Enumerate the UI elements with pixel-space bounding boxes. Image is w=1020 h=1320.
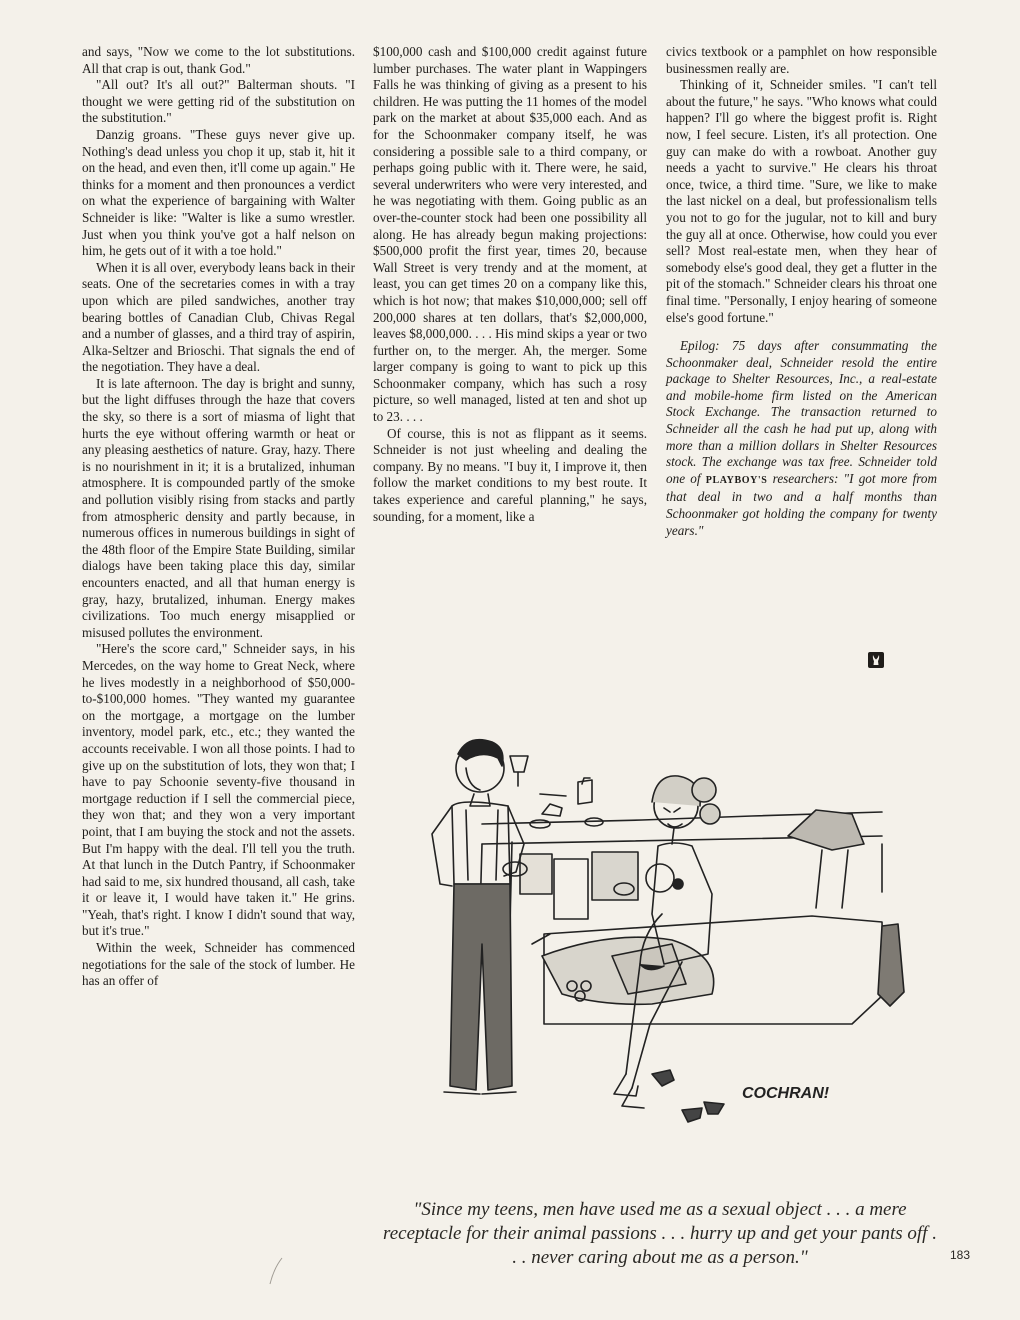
paragraph: Of course, this is not as flippant as it seems. Schneider is not just wheeling and dealing the company. By no means. "I buy it, I improve it, then follow the market conditions to my best route. It takes experience and careful planning," he says, sounding, for a moment, like a bbox=[373, 425, 647, 524]
paragraph: civics textbook or a pamphlet on how responsible businessmen really are. bbox=[666, 44, 937, 76]
pencil-stroke-mark bbox=[262, 1256, 292, 1286]
epilog-paragraph bbox=[666, 338, 937, 539]
paragraph: $100,000 cash and $100,000 credit against future lumber purchases. The water plant in Wappingers Falls he was thinking of giving as a present to his children. He was putting the 11 homes of the model park on the market at about $35,000 each. And as for the Schoonmaker company itself, he was considering a possible sale to a third company, or perhaps going public with it. There were, he said, several underwriters who were very interested, and he was negotiating with them. Going public as an over-the-counter stock had been one possibility all along. He has already begun making projections: $500,000 profit the first year, times 20, because Wall Street is very trendy and at the moment, at least, you can get times 20 on a company like this, which is hot now; that makes $10,000,000; sell off 200,000 shares at ten dollars, that's $2,000,000, leaves $8,000,000. . . . His mind skips a year or two further on, to the merger. Ah, the merger. Some larger company is going to want to pick up this Schoonmaker company, which has such a rosy picture, so well managed, listed at ten and shot up to 23. . . . bbox=[373, 44, 647, 425]
playboy-brand-text: PLAYBOY'S bbox=[705, 474, 768, 486]
article-column-2 bbox=[373, 44, 647, 525]
epilog-text-a: Epilog: 75 days after consummating the Schoonmaker deal, Schneider resold the entire package to Shelter Resources, Inc., a real-estate and mobile-home firm listed on the American Stock Exchange. The transaction returned to Schneider all the cash he had put up, along with more than a million dollars in Shelter Resources stock. The exchange was tax free. Schneider told one of bbox=[666, 338, 937, 486]
epilog-text-b: researchers: "I got more from that deal in two and a half months than Schoonmaker got holding the company for twenty years." bbox=[666, 470, 938, 538]
article-column-3 bbox=[666, 44, 937, 539]
paragraph: Danzig groans. "These guys never give up. Nothing's dead unless you chop it up, stab it, hit it on the head, and even then, it'll come up again." He thinks for a moment and then pronounces a verdict on what the experience of bargaining with Walter Schneider is like: "Walter is like a sumo wrestler. Just when you think you've got a half nelson on him, he gets out of it with a toe hold." bbox=[82, 126, 355, 259]
article-column-1 bbox=[82, 44, 355, 990]
paragraph: "Here's the score card," Schneider says, in his Mercedes, on the way home to Great Neck, where he lives modestly in a neighborhood of $50,000-to-$100,000 homes. "They wanted my guarantee on the mortgage, a mortgage on the lumber inventory, model park, etc., etc.; they wanted the accounts receivable. I won all those points. I had to give up on the substitution of lots, they won that; I have to pay Schoonie seventy-five thousand in mortgage reduction if I sell the commercial piece, they won that; and they won a very important point, that I am buying the stock and not the assets. But I'm happy with the deal. I'll tell you the truth. At that lunch in the Dutch Pantry, if Schoonmaker had said to me, six hundred thousand, all cash, take it or leave it, I would have taken it." He grins. "Yeah, that's right. I know I didn't sound that way, but it's true." bbox=[82, 641, 355, 939]
rabbit-head-end-mark-icon bbox=[868, 652, 884, 668]
page-number: 183 bbox=[950, 1248, 971, 1262]
cartoon-caption: "Since my teens, men have used me as a sexual object . . . a mere receptacle for their animal passions . . . hurry up and get your pants off . . . never caring about me as a person." bbox=[383, 1199, 937, 1268]
paragraph: "All out? It's all out?" Balterman shouts. "I thought we were getting rid of the substitution on the substitution." bbox=[82, 77, 355, 126]
cartoonist-signature: COCHRAN! bbox=[742, 1085, 830, 1102]
paragraph: It is late afternoon. The day is bright and sunny, but the light diffuses through the haze that covers the sky, so there is a sort of miasma of light that hurts the eye without offering warmth or heat or any pleasing aesthetics of nature. Gray, hazy. There is no nourishment in it; it is a brutalized, inhuman atmosphere. It is compounded partly of the smoke and pollution visibly rising from stacks and partly from atmospheric density and partly because, in numerous offices in numerous buildings in sight of the 48th floor of the Empire State Building, similar dialogs have been taking place this day, similar encounters enacted, and all that human energy is gray, hazy, brutalized, inhuman. Energy makes civilizations. Too much energy misapplied or misused pollutes the environment. bbox=[82, 375, 355, 640]
paragraph: Within the week, Schneider has commenced negotiations for the sale of the stock of lumber. He has an offer of bbox=[82, 940, 355, 989]
cartoon-illustration bbox=[412, 694, 960, 1156]
paragraph: Thinking of it, Schneider smiles. "I can't tell about the future," he says. "Who knows what could happen? I'll go where the biggest profit is. Right now, I feel secure. Listen, it's all protection. One guy can make do with a rowboat. Another guy needs a yacht to survive." He clears his throat once, twice, a third time. "Sure, we like to make the last nickel on a deal, but professionalism tells you not to go for the jugular, not to kill and bury the guy all at once. Otherwise, how could you ever sell? Most real-estate men, when they hear of somebody else's good deal, they get a flutter in the pit of the stomach." Schneider clears his throat one final time. "Personally, I enjoy hearing of someone else's good fortune." bbox=[666, 77, 937, 325]
paragraph: and says, "Now we come to the lot substitutions. All that crap is out, thank God." bbox=[82, 44, 355, 76]
paragraph: When it is all over, everybody leans back in their seats. One of the secretaries comes in with a tray upon which are piled sandwiches, another tray bearing bottles of Canadian Club, Chivas Regal and a number of glasses, and a third tray of aspirin, Alka-Seltzer and Brioschi. That signals the end of the negotiation. They have a deal. bbox=[82, 259, 355, 375]
